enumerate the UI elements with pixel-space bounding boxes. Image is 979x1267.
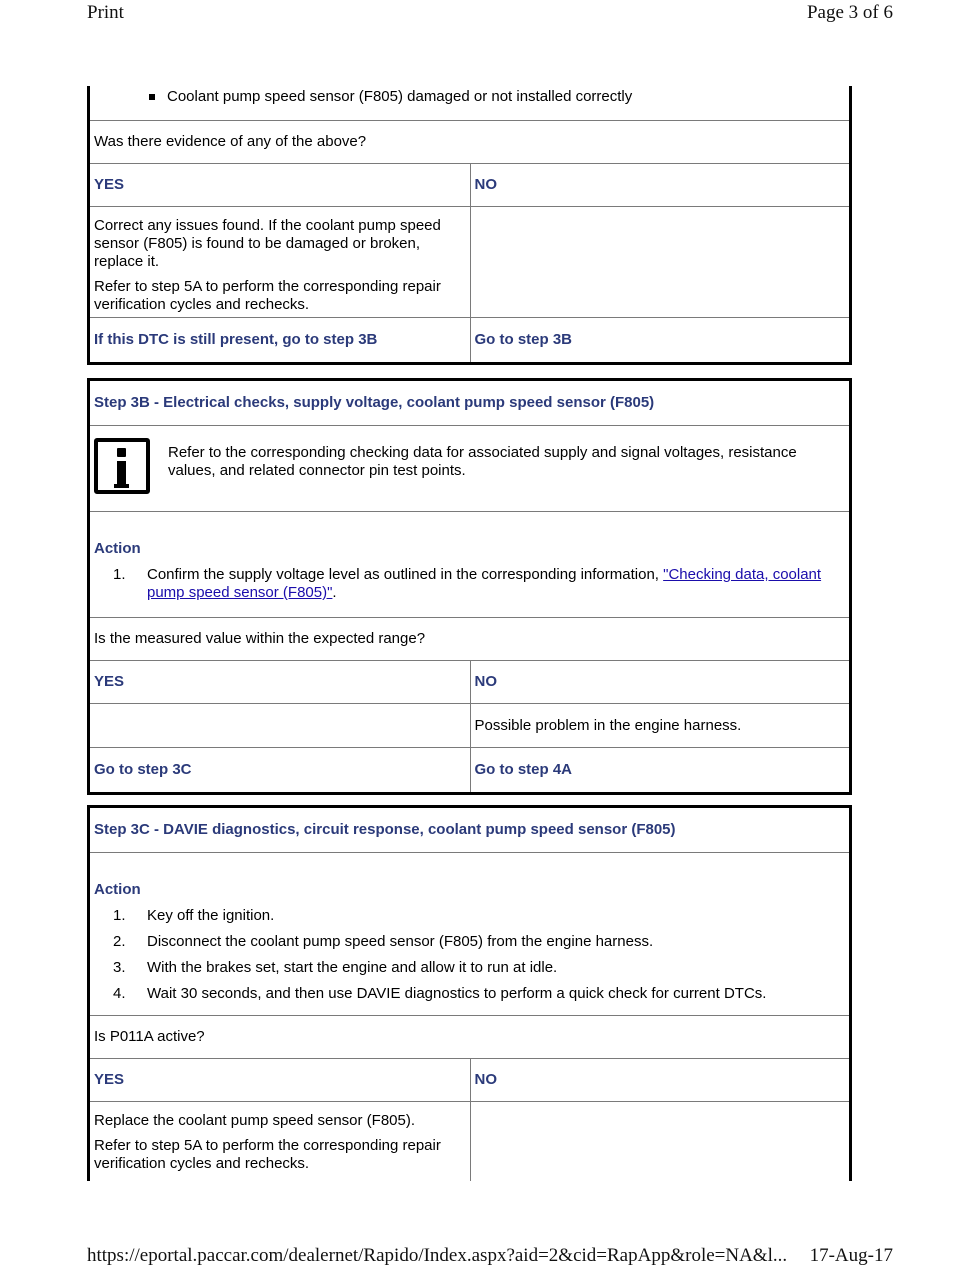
print-header: Print bbox=[87, 2, 124, 23]
step-text bbox=[147, 566, 845, 602]
yes-answer-cell bbox=[90, 207, 470, 317]
yes-no-header-row bbox=[90, 661, 849, 704]
list-item: Coolant pump speed sensor (F805) damaged or not installed correctly bbox=[149, 88, 632, 106]
step-3b-title: Step 3B - Electrical checks, supply voltage, coolant pump speed sensor (F805) bbox=[94, 394, 655, 411]
step-3b-table bbox=[87, 378, 852, 795]
question-text: Was there evidence of any of the above? bbox=[94, 133, 367, 150]
no-answer-cell bbox=[470, 207, 850, 317]
step-text: Wait 30 seconds, and then use DAVIE diagnostics to perform a quick check for current DTCs. bbox=[147, 985, 767, 1002]
step-3a-tail-table bbox=[87, 86, 852, 365]
action-cell bbox=[90, 512, 849, 617]
step-number: 2. bbox=[113, 933, 126, 950]
list-item bbox=[94, 566, 845, 602]
no-answer-cell bbox=[470, 1102, 850, 1181]
yes-no-header-row bbox=[90, 164, 849, 207]
note-text: Refer to the corresponding checking data for associated supply and signal voltages, resistance values, and related connector pin test points. bbox=[168, 444, 797, 479]
action-row bbox=[90, 512, 849, 618]
checking-data-link[interactable]: "Checking data, coolant pump speed sensor (F805)" bbox=[147, 566, 822, 601]
no-label: NO bbox=[470, 1059, 850, 1101]
no-next-step: Go to step 4A bbox=[470, 748, 850, 792]
yes-next-step: Go to step 3C bbox=[94, 761, 192, 778]
no-answer-text: Possible problem in the engine harness. bbox=[470, 704, 850, 747]
step-number: 4. bbox=[113, 985, 126, 1002]
step-text: With the brakes set, start the engine and allow it to run at idle. bbox=[147, 959, 558, 976]
list-item bbox=[94, 985, 845, 1003]
note-row bbox=[90, 426, 849, 512]
answer-row bbox=[90, 704, 849, 748]
yes-answer-reference: Refer to step 5A to perform the corresponding repair verification cycles and rechecks. bbox=[94, 1137, 441, 1172]
next-step-row bbox=[90, 748, 849, 792]
step-3c-table bbox=[87, 805, 852, 1181]
yes-no-header-row bbox=[90, 1059, 849, 1102]
step-number: 1. bbox=[113, 566, 126, 583]
question-row bbox=[90, 1016, 849, 1059]
yes-next-step: If this DTC is still present, go to step 3B bbox=[94, 331, 378, 348]
cause-list bbox=[90, 86, 632, 120]
list-item bbox=[94, 959, 845, 977]
no-next-step: Go to step 3B bbox=[470, 318, 850, 362]
action-row bbox=[90, 853, 849, 1016]
action-list bbox=[94, 907, 845, 1003]
step-title-row bbox=[90, 381, 849, 426]
yes-answer-reference: Refer to step 5A to perform the corresponding repair verification cycles and rechecks. bbox=[94, 278, 441, 313]
action-title: Action bbox=[94, 540, 141, 557]
question-text: Is P011A active? bbox=[94, 1028, 205, 1045]
page-url: https://eportal.paccar.com/dealernet/Rapido/Index.aspx?aid=2&cid=RapApp&role=NA&l... bbox=[87, 1245, 788, 1266]
step-text: Disconnect the coolant pump speed sensor (F805) from the engine harness. bbox=[147, 933, 654, 950]
no-label: NO bbox=[470, 661, 850, 703]
action-list bbox=[94, 566, 845, 602]
yes-answer-cell bbox=[90, 1102, 470, 1181]
answer-row bbox=[90, 207, 849, 318]
yes-answer-text: Replace the coolant pump speed sensor (F805). bbox=[94, 1112, 416, 1129]
yes-answer-text: Correct any issues found. If the coolant pump speed sensor (F805) is found to be damaged or broken, replace it. bbox=[94, 217, 441, 270]
list-item bbox=[94, 933, 845, 951]
step-text: Key off the ignition. bbox=[147, 907, 275, 924]
yes-label: YES bbox=[94, 1071, 125, 1088]
answer-row bbox=[90, 1102, 849, 1181]
step-number: 3. bbox=[113, 959, 126, 976]
print-date: 17-Aug-17 bbox=[809, 1245, 893, 1266]
step-title-row bbox=[90, 808, 849, 853]
page-number: Page 3 of 6 bbox=[806, 2, 893, 23]
no-label: NO bbox=[470, 164, 850, 206]
question-row bbox=[90, 618, 849, 661]
action-title: Action bbox=[94, 881, 141, 898]
action-text: Confirm the supply voltage level as outlined in the corresponding information, bbox=[147, 566, 659, 583]
action-end: . bbox=[332, 584, 337, 601]
step-3c-title: Step 3C - DAVIE diagnostics, circuit response, coolant pump speed sensor (F805) bbox=[94, 821, 676, 838]
list-item bbox=[94, 907, 845, 925]
question-row bbox=[90, 121, 849, 164]
action-cell bbox=[90, 853, 849, 1015]
yes-label: YES bbox=[94, 673, 125, 690]
step-number: 1. bbox=[113, 907, 126, 924]
question-text: Is the measured value within the expected range? bbox=[94, 630, 426, 647]
next-step-row bbox=[90, 318, 849, 362]
bullet-row bbox=[90, 86, 849, 121]
yes-answer-cell bbox=[90, 704, 470, 747]
info-icon bbox=[94, 438, 150, 494]
yes-label: YES bbox=[94, 176, 125, 193]
